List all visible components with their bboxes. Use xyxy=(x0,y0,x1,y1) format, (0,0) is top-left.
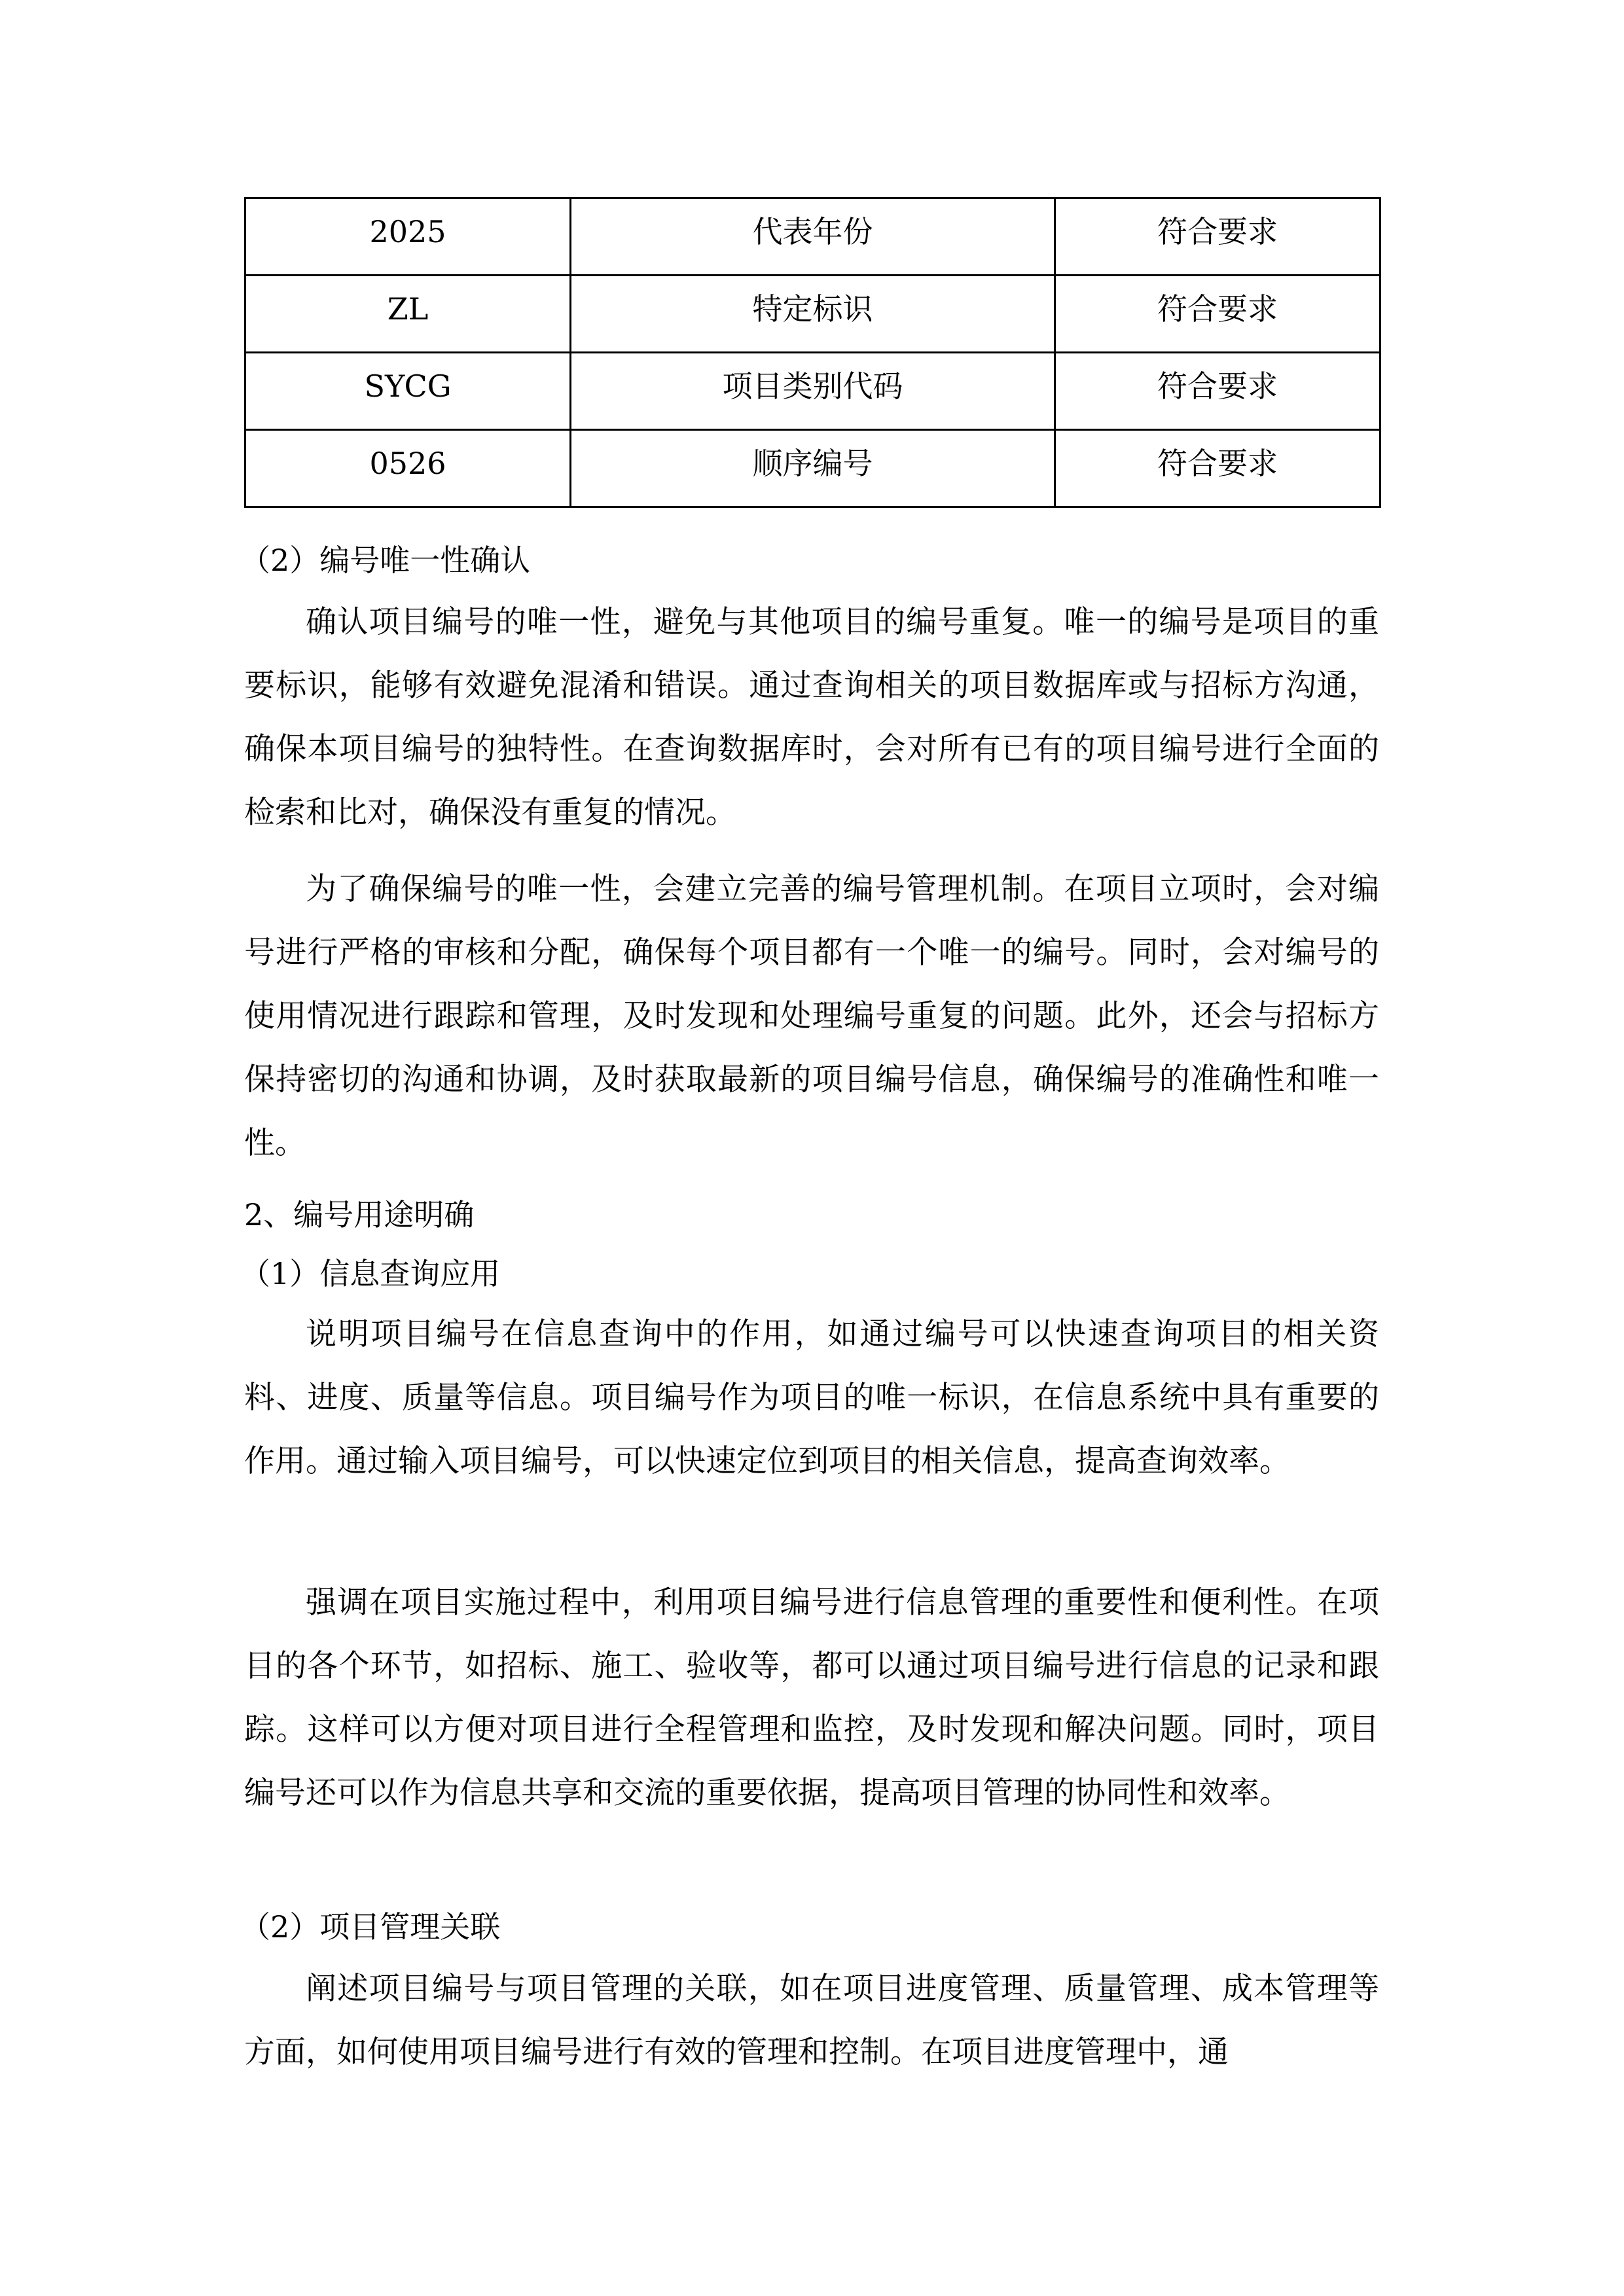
project-number-table xyxy=(244,197,1381,508)
cell-status: 符合要求 xyxy=(1055,430,1380,507)
cell-meaning: 顺序编号 xyxy=(571,430,1055,507)
section-heading-usage: 2、编号用途明确 xyxy=(244,1197,475,1232)
table-row xyxy=(245,430,1380,507)
cell-status: 符合要求 xyxy=(1055,276,1380,353)
section-heading-uniqueness: （2）编号唯一性确认 xyxy=(240,543,531,578)
section-heading-info-query: （1）信息查询应用 xyxy=(240,1256,501,1291)
paragraph-uniqueness-2: 为了确保编号的唯一性，会建立完善的编号管理机制。在项目立项时，会对编号进行严格的审核和分配，确保每个项目都有一个唯一的编号。同时，会对编号的使用情况进行跟踪和管理，及时发现和处理编号重复的问题。此外，还会与招标方保持密切的沟通和协调，及时获取最新的项目编号信息，确保编号的准确性和唯一性。 xyxy=(244,871,1379,1161)
table-row xyxy=(245,198,1380,276)
cell-meaning: 特定标识 xyxy=(571,276,1055,353)
section-heading-project-mgmt: （2）项目管理关联 xyxy=(240,1909,501,1945)
cell-code: SYCG xyxy=(245,353,571,430)
paragraph-info-query-1: 说明项目编号在信息查询中的作用，如通过编号可以快速查询项目的相关资料、进度、质量等信息。项目编号作为项目的唯一标识，在信息系统中具有重要的作用。通过输入项目编号，可以快速定位到项目的相关信息，提高查询效率。 xyxy=(244,1316,1379,1479)
cell-code: 0526 xyxy=(245,430,571,507)
cell-code: ZL xyxy=(245,276,571,353)
cell-status: 符合要求 xyxy=(1055,198,1380,276)
table-row xyxy=(245,276,1380,353)
paragraph-info-query-2: 强调在项目实施过程中，利用项目编号进行信息管理的重要性和便利性。在项目的各个环节，如招标、施工、验收等，都可以通过项目编号进行信息的记录和跟踪。这样可以方便对项目进行全程管理和监控，及时发现和解决问题。同时，项目编号还可以作为信息共享和交流的重要依据，提高项目管理的协同性和效率。 xyxy=(244,1585,1379,1811)
paragraph-project-mgmt-1: 阐述项目编号与项目管理的关联，如在项目进度管理、质量管理、成本管理等方面，如何使用项目编号进行有效的管理和控制。在项目进度管理中，通 xyxy=(244,1971,1379,2070)
paragraph-uniqueness-1: 确认项目编号的唯一性，避免与其他项目的编号重复。唯一的编号是项目的重要标识，能够有效避免混淆和错误。通过查询相关的项目数据库或与招标方沟通，确保本项目编号的独特性。在查询数据库时，会对所有已有的项目编号进行全面的检索和比对，确保没有重复的情况。 xyxy=(244,604,1379,831)
cell-meaning: 项目类别代码 xyxy=(571,353,1055,430)
cell-code: 2025 xyxy=(245,198,571,276)
cell-meaning: 代表年份 xyxy=(571,198,1055,276)
table-row xyxy=(245,353,1380,430)
cell-status: 符合要求 xyxy=(1055,353,1380,430)
